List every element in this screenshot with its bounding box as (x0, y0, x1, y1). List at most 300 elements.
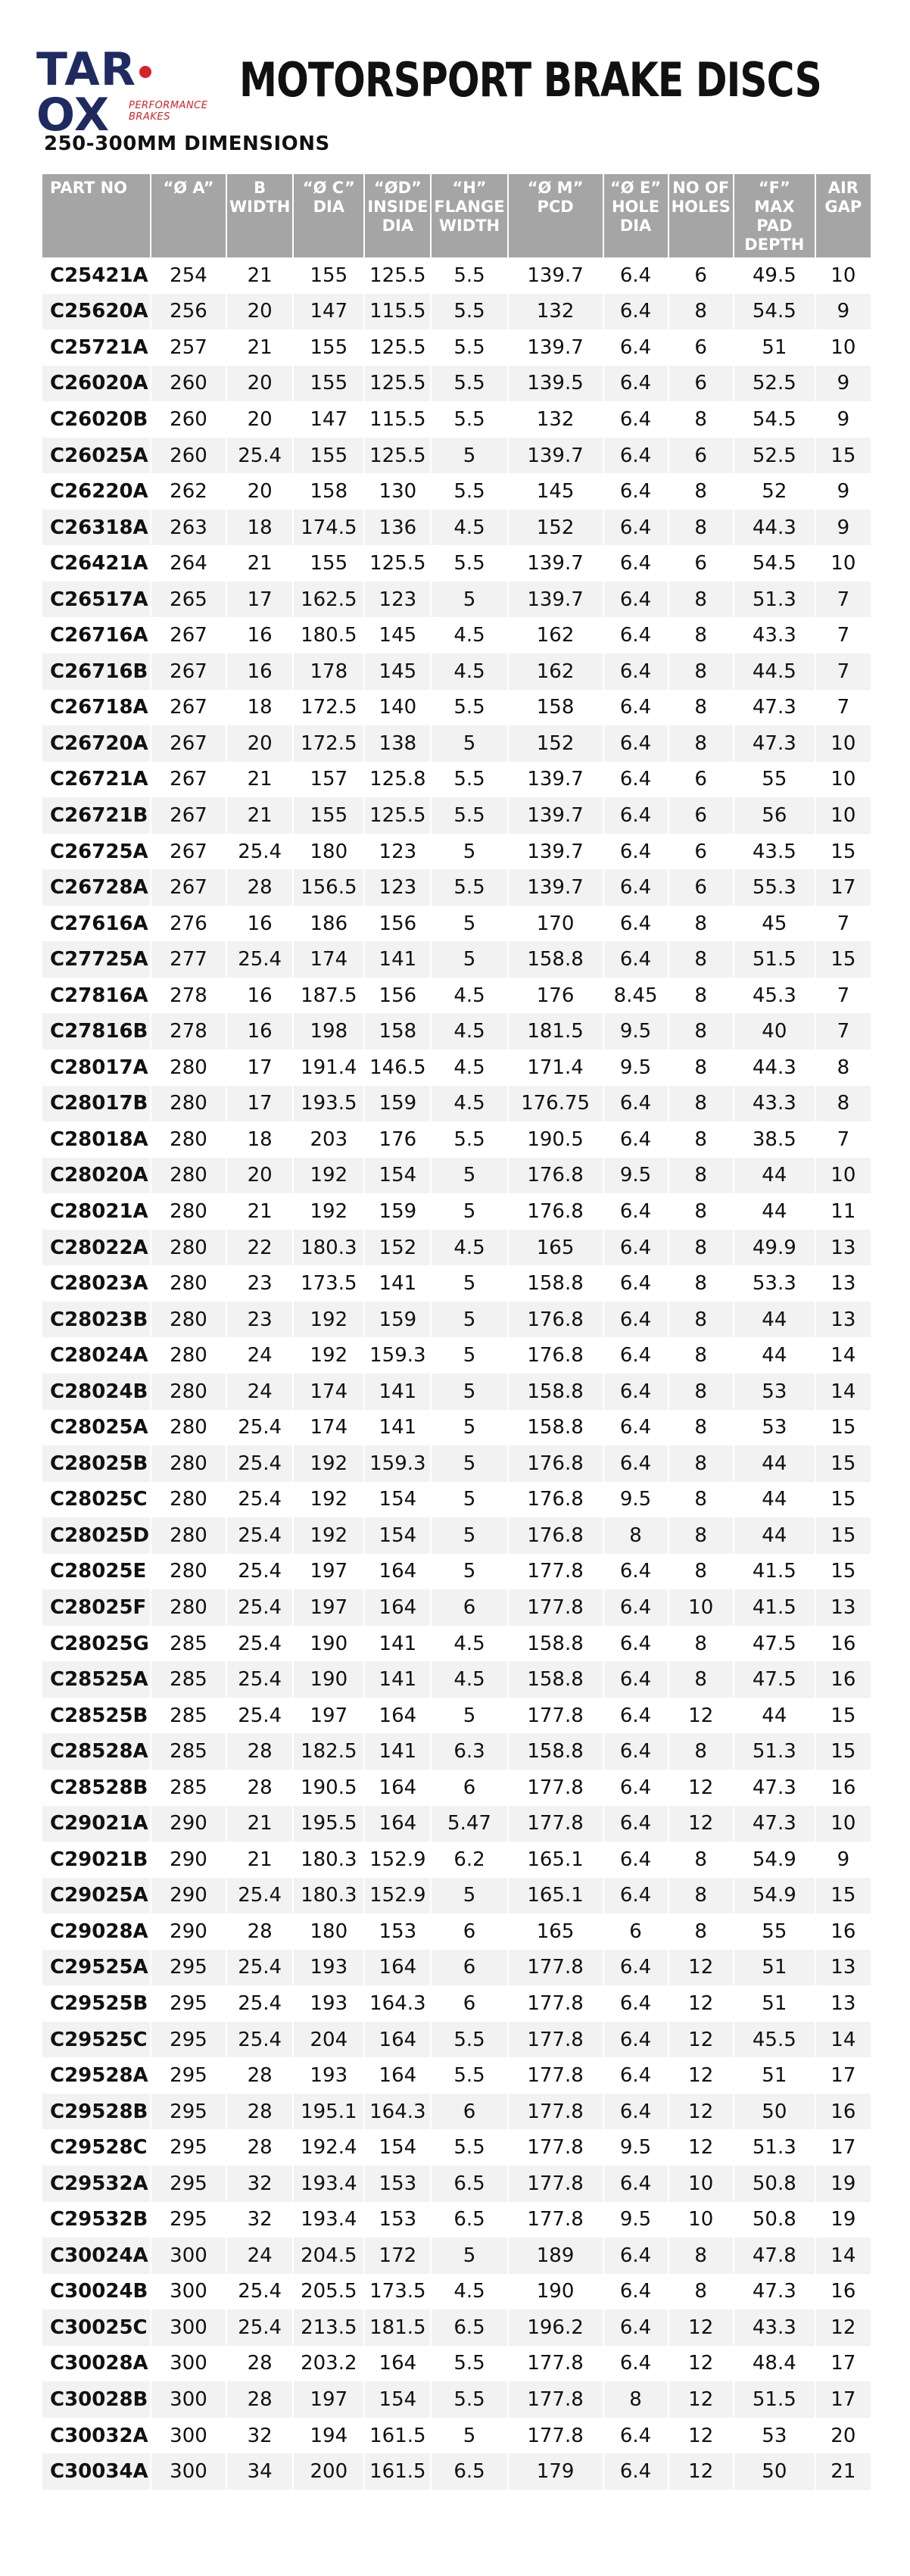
cell-inside-dia-d: 164 (365, 1950, 430, 1986)
cell-max-pad-depth-f: 48.4 (752, 2352, 796, 2375)
cell-dia-a: 262 (170, 480, 207, 504)
cell-inside-dia-d: 153 (379, 2208, 417, 2231)
cell-pcd-m: 139.7 (527, 768, 584, 791)
cell-hole-dia-e: 8 (604, 1517, 668, 1554)
cell-width-b: 23 (247, 1272, 273, 1296)
cell-inside-dia-d: 164 (379, 1776, 417, 1799)
cell-width-b: 25.4 (227, 1589, 292, 1626)
cell-hole-dia-e: 6.4 (604, 2166, 668, 2202)
cell-dia-c: 192 (310, 1344, 348, 1368)
cell-max-pad-depth-f: 41.5 (734, 1589, 815, 1626)
cell-air-gap: 9 (816, 294, 871, 330)
cell-pcd-m: 139.7 (527, 552, 584, 575)
cell-dia-c: 197 (294, 2381, 363, 2418)
cell-air-gap: 19 (816, 2166, 871, 2202)
cell-width-b: 20 (227, 725, 292, 762)
table-row (42, 1878, 871, 1914)
cell-dia-c: 193.4 (301, 2208, 357, 2231)
cell-dia-c: 193.5 (294, 1086, 363, 1122)
cell-inside-dia-d: 164 (379, 2352, 417, 2375)
cell-flange-width-h: 5 (463, 2424, 476, 2447)
cell-pcd-m: 162 (536, 624, 575, 647)
table-row (42, 401, 871, 438)
cell-flange-width-h: 5.5 (432, 366, 506, 402)
cell-hole-dia-e: 6.4 (604, 366, 668, 402)
cell-flange-width-h: 5.5 (432, 797, 506, 834)
cell-max-pad-depth-f: 45.5 (734, 2022, 815, 2058)
cell-flange-width-h: 6.5 (453, 2208, 485, 2231)
cell-part-no: C28023A (50, 1272, 148, 1296)
cell-inside-dia-d: 115.5 (369, 407, 426, 431)
cell-part-no: C28025C (50, 1488, 148, 1511)
table-row (42, 2238, 871, 2274)
cell-dia-a: 300 (170, 2424, 207, 2447)
cell-dia-c: 197 (310, 1704, 348, 1727)
cell-pcd-m: 177.8 (509, 1806, 603, 1842)
cell-pcd-m: 132 (536, 407, 575, 431)
cell-air-gap: 7 (837, 624, 850, 647)
cell-max-pad-depth-f: 44.5 (734, 653, 815, 690)
cell-no-of-holes: 8 (694, 1920, 707, 1943)
table-row (42, 1374, 871, 1410)
cell-pcd-m: 176 (536, 984, 575, 1007)
table-row (42, 690, 871, 726)
cell-part-no: C25620A (42, 294, 150, 330)
cell-air-gap: 14 (831, 1344, 856, 1368)
cell-max-pad-depth-f: 50.8 (752, 2208, 796, 2231)
cell-max-pad-depth-f: 54.5 (734, 294, 815, 330)
table-row (42, 2129, 871, 2166)
cell-part-no: C26020A (42, 366, 150, 402)
cell-dia-a: 290 (151, 1878, 226, 1914)
cell-dia-c: 192 (310, 1199, 348, 1223)
header-hole-dia-e: “Ø E” HOLE DIA (604, 174, 668, 257)
cell-pcd-m: 165.1 (527, 1848, 584, 1871)
cell-dia-c: 186 (310, 912, 348, 935)
table-row (42, 1950, 871, 1986)
cell-air-gap: 13 (816, 1230, 871, 1266)
table-row (42, 1482, 871, 1518)
cell-flange-width-h: 6.5 (432, 2166, 506, 2202)
cell-pcd-m: 177.8 (527, 2208, 584, 2231)
cell-air-gap: 10 (831, 335, 856, 359)
cell-width-b: 25.4 (227, 1517, 292, 1554)
table-row (42, 978, 871, 1014)
cell-no-of-holes: 10 (688, 2208, 714, 2231)
cell-part-no: C28023B (42, 1302, 150, 1338)
cell-pcd-m: 158.8 (509, 1661, 603, 1698)
cell-no-of-holes: 6 (669, 438, 733, 474)
table-row (42, 1193, 871, 1230)
cell-max-pad-depth-f: 40 (734, 1013, 815, 1049)
cell-dia-c: 180 (310, 840, 348, 863)
cell-width-b: 16 (227, 653, 292, 690)
cell-air-gap: 7 (816, 1013, 871, 1049)
cell-flange-width-h: 4.5 (432, 1013, 506, 1049)
cell-flange-width-h: 5.5 (453, 552, 485, 575)
cell-inside-dia-d: 164 (379, 1704, 417, 1727)
cell-dia-a: 280 (170, 1560, 207, 1583)
cell-inside-dia-d: 130 (379, 480, 417, 504)
cell-pcd-m: 176.8 (509, 1302, 603, 1338)
cell-hole-dia-e: 6.4 (604, 1589, 668, 1626)
cell-dia-a: 295 (151, 2166, 226, 2202)
cell-pcd-m: 177.8 (527, 1704, 584, 1727)
cell-max-pad-depth-f: 51.3 (752, 2136, 796, 2160)
cell-max-pad-depth-f: 47.5 (734, 1661, 815, 1698)
cell-width-b: 20 (227, 294, 292, 330)
cell-pcd-m: 177.8 (527, 2352, 584, 2375)
cell-dia-a: 260 (151, 366, 226, 402)
header-flange-width-h: “H” FLANGE WIDTH (432, 174, 506, 257)
cell-max-pad-depth-f: 54.5 (752, 407, 796, 431)
cell-flange-width-h: 4.5 (432, 653, 506, 690)
table-row (42, 545, 871, 582)
cell-dia-a: 267 (170, 624, 207, 647)
cell-part-no: C26725A (50, 840, 148, 863)
cell-hole-dia-e: 6.4 (604, 797, 668, 834)
cell-no-of-holes: 8 (669, 1517, 733, 1554)
cell-pcd-m: 177.8 (509, 2166, 603, 2202)
table-row (42, 366, 871, 402)
cell-pcd-m: 139.7 (527, 840, 584, 863)
cell-max-pad-depth-f: 45.3 (752, 984, 796, 1007)
cell-dia-a: 285 (170, 1632, 207, 1655)
cell-hole-dia-e: 6.4 (604, 582, 668, 618)
cell-inside-dia-d: 154 (365, 1158, 430, 1194)
table-row (42, 834, 871, 870)
header-air-gap: AIR GAP (816, 174, 871, 257)
cell-flange-width-h: 5.5 (432, 2381, 506, 2418)
table-row (42, 653, 871, 690)
table-row (42, 797, 871, 834)
cell-max-pad-depth-f: 56 (734, 797, 815, 834)
cell-pcd-m: 190.5 (527, 1127, 584, 1151)
cell-pcd-m: 139.7 (509, 797, 603, 834)
cell-inside-dia-d: 141 (379, 1632, 417, 1655)
cell-hole-dia-e: 6.4 (604, 1086, 668, 1122)
cell-flange-width-h: 4.5 (453, 1632, 485, 1655)
cell-air-gap: 13 (831, 1992, 856, 2016)
cell-dia-c: 194 (310, 2424, 348, 2447)
cell-inside-dia-d: 159 (365, 1302, 430, 1338)
cell-pcd-m: 158.8 (509, 1374, 603, 1410)
cell-dia-c: 192 (294, 1445, 363, 1482)
cell-no-of-holes: 8 (694, 912, 707, 935)
cell-pcd-m: 162 (509, 653, 603, 690)
cell-no-of-holes: 8 (694, 1272, 707, 1296)
cell-hole-dia-e: 6 (629, 1920, 642, 1943)
cell-air-gap: 15 (816, 1878, 871, 1914)
cell-inside-dia-d: 154 (379, 2136, 417, 2160)
cell-dia-c: 180.5 (301, 624, 357, 647)
cell-flange-width-h: 4.5 (432, 1230, 506, 1266)
cell-dia-a: 280 (151, 1086, 226, 1122)
cell-pcd-m: 176.75 (509, 1086, 603, 1122)
cell-dia-a: 260 (151, 438, 226, 474)
cell-part-no: C29525B (50, 1992, 148, 2016)
cell-inside-dia-d: 164.3 (365, 2094, 430, 2130)
cell-air-gap: 8 (837, 1056, 850, 1079)
cell-dia-c: 178 (294, 653, 363, 690)
cell-part-no: C26718A (50, 696, 148, 719)
cell-hole-dia-e: 6.4 (619, 407, 652, 431)
cell-inside-dia-d: 153 (379, 1920, 417, 1943)
cell-hole-dia-e: 9.5 (604, 1158, 668, 1194)
cell-dia-c: 180.3 (294, 1878, 363, 1914)
cell-pcd-m: 177.8 (527, 2136, 584, 2160)
cell-air-gap: 7 (816, 653, 871, 690)
cell-width-b: 22 (227, 1230, 292, 1266)
cell-inside-dia-d: 141 (365, 1374, 430, 1410)
cell-width-b: 25.4 (238, 1416, 282, 1439)
cell-dia-a: 280 (170, 1344, 207, 1368)
table-row (42, 582, 871, 618)
cell-max-pad-depth-f: 49.5 (752, 264, 796, 287)
cell-inside-dia-d: 125.5 (365, 366, 430, 402)
cell-flange-width-h: 5.5 (453, 2352, 485, 2375)
table-row (42, 1013, 871, 1049)
cell-flange-width-h: 5 (432, 438, 506, 474)
cell-width-b: 25.4 (227, 1661, 292, 1698)
cell-inside-dia-d: 145 (365, 653, 430, 690)
cell-part-no: C30028A (50, 2352, 148, 2375)
cell-dia-a: 295 (170, 2208, 207, 2231)
cell-max-pad-depth-f: 44 (734, 1158, 815, 1194)
cell-air-gap: 15 (816, 1733, 871, 1770)
cell-max-pad-depth-f: 54.5 (752, 552, 796, 575)
cell-inside-dia-d: 156 (379, 912, 417, 935)
cell-no-of-holes: 8 (694, 624, 707, 647)
cell-pcd-m: 139.7 (509, 869, 603, 906)
cell-dia-a: 267 (151, 653, 226, 690)
cell-inside-dia-d: 152.9 (365, 1878, 430, 1914)
cell-dia-a: 267 (151, 725, 226, 762)
cell-width-b: 17 (247, 1056, 273, 1079)
cell-width-b: 17 (227, 1086, 292, 1122)
header-no-of-holes: NO OF HOLES (669, 174, 733, 257)
header-dia-a: “Ø A” (151, 174, 226, 257)
cell-inside-dia-d: 125.5 (365, 438, 430, 474)
cell-part-no: C30025C (42, 2309, 150, 2346)
cell-pcd-m: 165 (509, 1230, 603, 1266)
cell-dia-c: 195.5 (294, 1806, 363, 1842)
cell-no-of-holes: 8 (669, 1878, 733, 1914)
cell-part-no: C28025F (42, 1589, 150, 1626)
cell-no-of-holes: 12 (688, 2424, 714, 2447)
cell-part-no: C30024B (50, 2280, 148, 2303)
cell-max-pad-depth-f: 51 (762, 2064, 787, 2088)
cell-pcd-m: 181.5 (509, 1013, 603, 1049)
cell-inside-dia-d: 125.8 (369, 768, 426, 791)
cell-flange-width-h: 5.5 (453, 2064, 485, 2088)
cell-hole-dia-e: 6.4 (619, 335, 652, 359)
table-row (42, 257, 871, 294)
cell-part-no: C28022A (42, 1230, 150, 1266)
table-row (42, 762, 871, 798)
cell-inside-dia-d: 125.5 (369, 552, 426, 575)
cell-dia-c: 191.4 (301, 1056, 357, 1079)
cell-dia-c: 192.4 (301, 2136, 357, 2160)
table-row (42, 2309, 871, 2346)
cell-width-b: 28 (247, 2064, 273, 2088)
cell-no-of-holes: 8 (694, 407, 707, 431)
cell-flange-width-h: 5 (432, 1517, 506, 1554)
cell-dia-c: 174.5 (294, 510, 363, 546)
cell-part-no: C27816A (50, 984, 148, 1007)
cell-pcd-m: 139.7 (509, 438, 603, 474)
cell-no-of-holes: 8 (694, 696, 707, 719)
cell-max-pad-depth-f: 47.8 (734, 2238, 815, 2274)
cell-width-b: 16 (227, 1013, 292, 1049)
cell-hole-dia-e: 6.4 (619, 768, 652, 791)
cell-hole-dia-e: 6.4 (604, 510, 668, 546)
cell-max-pad-depth-f: 43.3 (734, 2309, 815, 2346)
cell-part-no: C28528B (50, 1776, 148, 1799)
cell-max-pad-depth-f: 44.3 (752, 1056, 796, 1079)
cell-dia-a: 264 (170, 552, 207, 575)
table-row (42, 329, 871, 366)
cell-no-of-holes: 8 (694, 1056, 707, 1079)
cell-inside-dia-d: 173.5 (369, 2280, 426, 2303)
cell-dia-a: 290 (170, 1848, 207, 1871)
cell-width-b: 16 (247, 984, 273, 1007)
cell-no-of-holes: 8 (669, 725, 733, 762)
cell-width-b: 21 (247, 1199, 273, 1223)
cell-air-gap: 13 (816, 1589, 871, 1626)
cell-max-pad-depth-f: 55 (762, 768, 787, 791)
cell-part-no: C26220A (50, 480, 148, 504)
cell-flange-width-h: 4.5 (453, 2280, 485, 2303)
cell-hole-dia-e: 6.4 (619, 1704, 652, 1727)
cell-dia-c: 172.5 (301, 696, 357, 719)
cell-dia-c: 158 (310, 480, 348, 504)
cell-no-of-holes: 10 (669, 2166, 733, 2202)
cell-width-b: 21 (247, 768, 273, 791)
cell-flange-width-h: 5.5 (453, 768, 485, 791)
cell-dia-a: 254 (170, 264, 207, 287)
cell-air-gap: 9 (816, 366, 871, 402)
cell-part-no: C25421A (50, 264, 148, 287)
cell-no-of-holes: 12 (688, 1704, 714, 1727)
cell-inside-dia-d: 158 (365, 1013, 430, 1049)
cell-width-b: 24 (227, 2238, 292, 2274)
cell-no-of-holes: 6 (694, 552, 707, 575)
table-row (42, 1770, 871, 1806)
cell-part-no: C28525A (42, 1661, 150, 1698)
table-row (42, 617, 871, 653)
cell-pcd-m: 158.8 (527, 1632, 584, 1655)
cell-no-of-holes: 8 (669, 1158, 733, 1194)
table-row (42, 1337, 871, 1374)
cell-width-b: 17 (227, 582, 292, 618)
cell-max-pad-depth-f: 53.3 (752, 1272, 796, 1296)
cell-dia-a: 280 (151, 1589, 226, 1626)
cell-pcd-m: 158.8 (527, 1272, 584, 1296)
cell-width-b: 25.4 (238, 1488, 282, 1511)
cell-no-of-holes: 8 (669, 510, 733, 546)
cell-max-pad-depth-f: 47.3 (752, 2280, 796, 2303)
cell-width-b: 20 (247, 407, 273, 431)
cell-no-of-holes: 12 (669, 1950, 733, 1986)
dimensions-table (41, 174, 872, 2490)
cell-flange-width-h: 5.5 (453, 2136, 485, 2160)
cell-dia-a: 295 (151, 2022, 226, 2058)
header-pcd-m: “Ø M” PCD (509, 174, 603, 257)
cell-air-gap: 13 (831, 1272, 856, 1296)
cell-flange-width-h: 5 (463, 1488, 476, 1511)
cell-hole-dia-e: 8 (604, 2381, 668, 2418)
table-row (42, 1302, 871, 1338)
cell-hole-dia-e: 6.4 (604, 1950, 668, 1986)
cell-dia-a: 267 (170, 840, 207, 863)
cell-inside-dia-d: 141 (365, 1661, 430, 1698)
cell-dia-a: 300 (170, 2280, 207, 2303)
cell-hole-dia-e: 6.4 (619, 552, 652, 575)
cell-max-pad-depth-f: 51.3 (734, 582, 815, 618)
cell-flange-width-h: 5 (432, 1302, 506, 1338)
cell-pcd-m: 132 (509, 294, 603, 330)
cell-flange-width-h: 4.5 (453, 984, 485, 1007)
cell-air-gap: 17 (831, 2136, 856, 2160)
cell-pcd-m: 139.7 (527, 335, 584, 359)
cell-inside-dia-d: 161.5 (365, 2453, 430, 2490)
cell-part-no: C30032A (50, 2424, 148, 2447)
cell-max-pad-depth-f: 47.3 (734, 725, 815, 762)
cell-no-of-holes: 8 (694, 1848, 707, 1871)
section-title: 250-300MM DIMENSIONS (44, 133, 330, 155)
cell-dia-c: 180 (310, 1920, 348, 1943)
cell-air-gap: 7 (816, 582, 871, 618)
cell-dia-a: 267 (170, 696, 207, 719)
cell-width-b: 21 (227, 797, 292, 834)
table-row (42, 941, 871, 978)
cell-air-gap: 16 (831, 1632, 856, 1655)
cell-flange-width-h: 5 (432, 1878, 506, 1914)
cell-inside-dia-d: 146.5 (369, 1056, 426, 1079)
cell-air-gap: 17 (831, 2352, 856, 2375)
cell-dia-a: 285 (170, 1776, 207, 1799)
cell-part-no: C28025D (42, 1517, 150, 1554)
cell-part-no: C30028B (42, 2381, 150, 2418)
table-row (42, 2274, 871, 2310)
cell-width-b: 25.4 (238, 1632, 282, 1655)
cell-part-no: C27816B (42, 1013, 150, 1049)
cell-part-no: C28020A (42, 1158, 150, 1194)
cell-width-b: 25.4 (227, 2022, 292, 2058)
cell-width-b: 18 (247, 1127, 273, 1151)
cell-hole-dia-e: 6.4 (604, 1374, 668, 1410)
cell-part-no: C29532B (50, 2208, 148, 2231)
cell-width-b: 32 (247, 2424, 273, 2447)
cell-inside-dia-d: 138 (365, 725, 430, 762)
cell-dia-a: 280 (151, 1302, 226, 1338)
cell-dia-c: 180.3 (294, 1230, 363, 1266)
cell-hole-dia-e: 6.4 (604, 1230, 668, 1266)
cell-max-pad-depth-f: 52.5 (734, 366, 815, 402)
cell-max-pad-depth-f: 51.5 (734, 941, 815, 978)
cell-part-no: C28017B (42, 1086, 150, 1122)
cell-hole-dia-e: 6.4 (619, 1344, 652, 1368)
cell-dia-a: 265 (151, 582, 226, 618)
cell-width-b: 16 (247, 912, 273, 935)
cell-dia-a: 278 (151, 1013, 226, 1049)
cell-pcd-m: 176.8 (509, 1445, 603, 1482)
cell-dia-a: 290 (151, 1806, 226, 1842)
cell-flange-width-h: 6.3 (432, 1733, 506, 1770)
cell-pcd-m: 158.8 (509, 1733, 603, 1770)
cell-part-no: C28525B (50, 1704, 148, 1727)
